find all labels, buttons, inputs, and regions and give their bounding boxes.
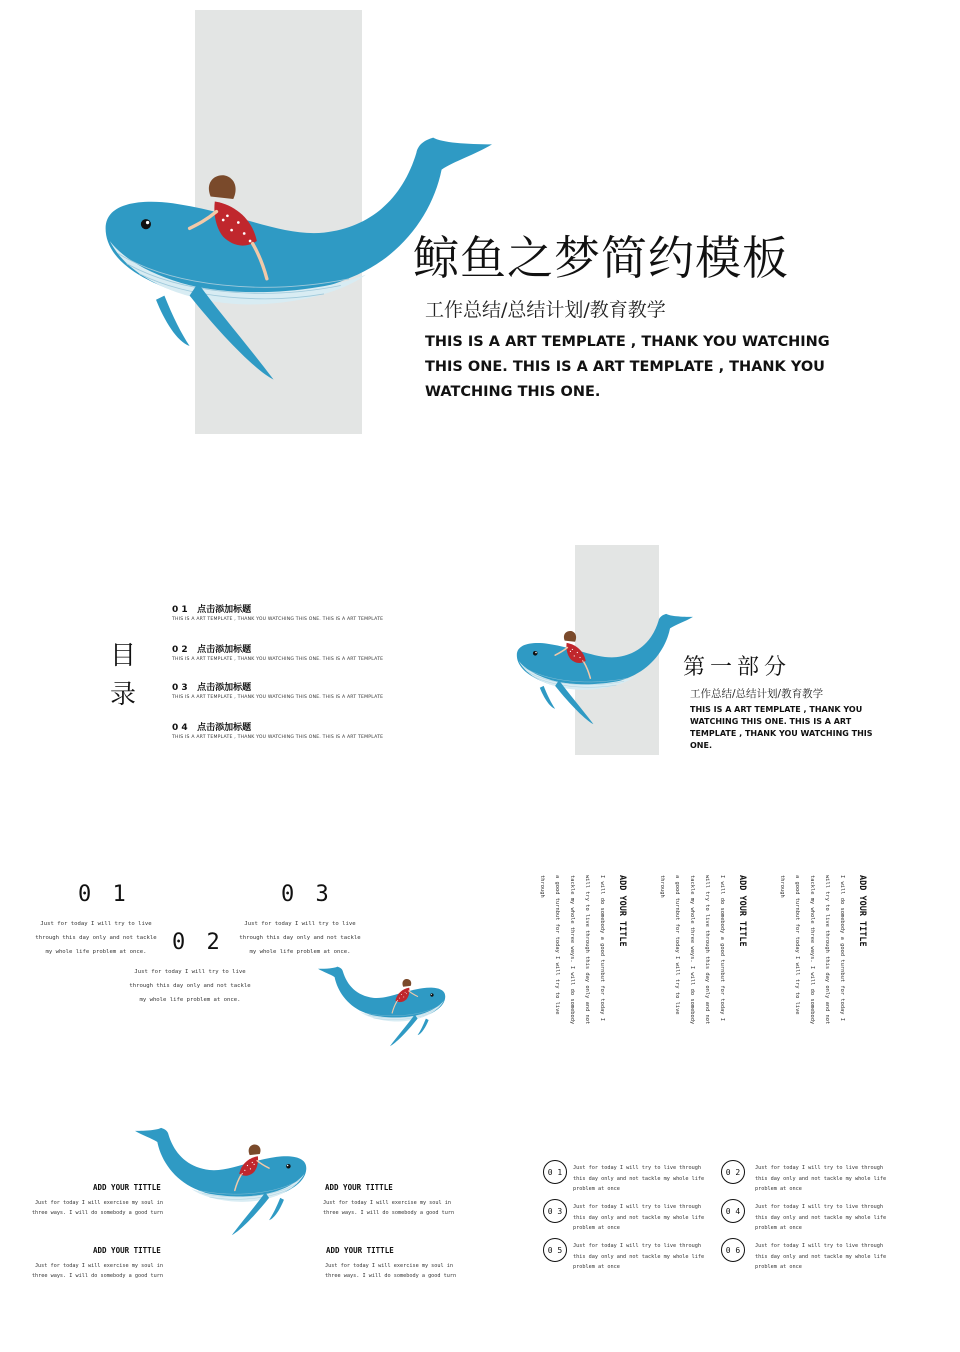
s5-column-text: I will do somebody a good turnbut for today I will try to live through this day only and not tackle my whole three ways. I will do somebody a good turnbut for today I will try to live through (659, 875, 725, 1025)
toc-item-text: THIS IS A ART TEMPLATE , THANK YOU WATCHING THIS ONE. THIS IS A ART TEMPLATE (172, 657, 384, 662)
s5-column-title: ADD YOUR TITLE (857, 875, 867, 947)
s6-item-text: Just for today I will exercise my soul in three ways. I will do somebody a good turn (31, 1263, 163, 1279)
slide3-whale-illustration (513, 598, 693, 743)
s7-number-circle: 0 5 (543, 1238, 567, 1262)
s7-item-text: Just for today I will try to live through this day only and not tackle my whole life problem at once (573, 1243, 705, 1270)
toc-item-number: 0 3 (172, 683, 188, 693)
s4-text-line: Just for today I will try to live (244, 921, 356, 927)
s4-number: 0 1 (78, 882, 130, 907)
s4-text-line: Just for today I will try to live (40, 921, 152, 927)
s4-number: 0 2 (172, 930, 224, 955)
s7-item-text: Just for today I will try to live through this day only and not tackle my whole life problem at once (573, 1165, 705, 1192)
s4-number: 0 3 (281, 882, 333, 907)
s6-item-title: ADD YOUR TITTLE (93, 1246, 161, 1255)
toc-item-number: 0 2 (172, 645, 188, 655)
toc-label-bottom: 录 (110, 680, 137, 710)
toc-item-title: 点击添加标题 (197, 645, 252, 655)
s4-text (120, 965, 260, 1007)
s5-column-text: I will do somebody a good turnbut for today I will try to live through this day only and not tackle my whole three ways. I will do somebody a good turnbut for today I will try to live through (539, 875, 605, 1025)
s7-number-circle: 0 4 (721, 1199, 745, 1223)
s6-item-text: Just for today I will exercise my soul in three ways. I will do somebody a good turn (325, 1263, 457, 1279)
s5-column-text: I will do somebody a good turnbut for today I will try to live through this day only and not tackle my whole three ways. I will do somebody a good turnbut for today I will try to live through (779, 875, 845, 1025)
slide3-description: THIS IS A ART TEMPLATE , THANK YOU WATCHING THIS ONE. THIS IS A ART TEMPLATE , THANK YOU WATCHING THIS ONE. (690, 705, 873, 750)
s4-text-line: my whole life problem at once. (45, 949, 147, 955)
toc-item-number: 0 1 (172, 605, 188, 615)
slide1-description: THIS IS A ART TEMPLATE , THANK YOU WATCHING THIS ONE. THIS IS A ART TEMPLATE , THANK YOU WATCHING THIS ONE. (425, 334, 830, 400)
s4-text-line: through this day only and not tackle (239, 935, 361, 941)
s7-number-circle: 0 3 (543, 1199, 567, 1223)
toc-item-title: 点击添加标题 (197, 683, 252, 693)
slide3-subtitle: 工作总结/总结计划/教育教学 (690, 688, 824, 700)
toc-item-number: 0 4 (172, 723, 188, 733)
slide3-title: 第一部分 (683, 655, 792, 680)
toc-item-text: THIS IS A ART TEMPLATE , THANK YOU WATCHING THIS ONE. THIS IS A ART TEMPLATE (172, 735, 384, 740)
s5-column-title: ADD YOUR TITLE (617, 875, 627, 947)
toc-label-top: 目 (110, 641, 137, 671)
s6-item-title: ADD YOUR TITTLE (325, 1183, 393, 1192)
s7-item-text: Just for today I will try to live through this day only and not tackle my whole life problem at once (755, 1204, 887, 1231)
s7-item-text: Just for today I will try to live through this day only and not tackle my whole life problem at once (755, 1243, 887, 1270)
s6-item-title: ADD YOUR TITTLE (326, 1246, 394, 1255)
s7-number-circle: 0 6 (721, 1238, 745, 1262)
toc-item-title: 点击添加标题 (197, 723, 252, 733)
s7-number-circle: 0 2 (721, 1160, 745, 1184)
slide1-subtitle: 工作总结/总结计划/教育教学 (425, 299, 666, 321)
s4-text (230, 917, 370, 959)
s6-item-title: ADD YOUR TITTLE (93, 1183, 161, 1192)
s6-item-text: Just for today I will exercise my soul in three ways. I will do somebody a good turn (323, 1200, 455, 1216)
slide6-whale-illustration (135, 1118, 310, 1248)
s5-column-title: ADD YOUR TITLE (737, 875, 747, 947)
s4-text-line: my whole life problem at once. (249, 949, 351, 955)
slide4-whale-illustration (318, 960, 448, 1055)
s7-item-text: Just for today I will try to live through this day only and not tackle my whole life problem at once (573, 1204, 705, 1231)
slide1-title: 鲸鱼之梦简约模板 (413, 231, 789, 285)
s4-text-line: Just for today I will try to live (134, 969, 246, 975)
s4-text (26, 917, 166, 959)
s4-text-line: through this day only and not tackle (129, 983, 251, 989)
s4-text-line: through this day only and not tackle (35, 935, 157, 941)
toc-item-text: THIS IS A ART TEMPLATE , THANK YOU WATCHING THIS ONE. THIS IS A ART TEMPLATE (172, 695, 384, 700)
toc-item-title: 点击添加标题 (197, 605, 252, 615)
s6-item-text: Just for today I will exercise my soul in three ways. I will do somebody a good turn (31, 1200, 163, 1216)
toc-item-text: THIS IS A ART TEMPLATE , THANK YOU WATCHING THIS ONE. THIS IS A ART TEMPLATE (172, 617, 384, 622)
s7-number-circle: 0 1 (543, 1160, 567, 1184)
s7-item-text: Just for today I will try to live through this day only and not tackle my whole life problem at once (755, 1165, 887, 1192)
s4-text-line: my whole life problem at once. (139, 997, 241, 1003)
